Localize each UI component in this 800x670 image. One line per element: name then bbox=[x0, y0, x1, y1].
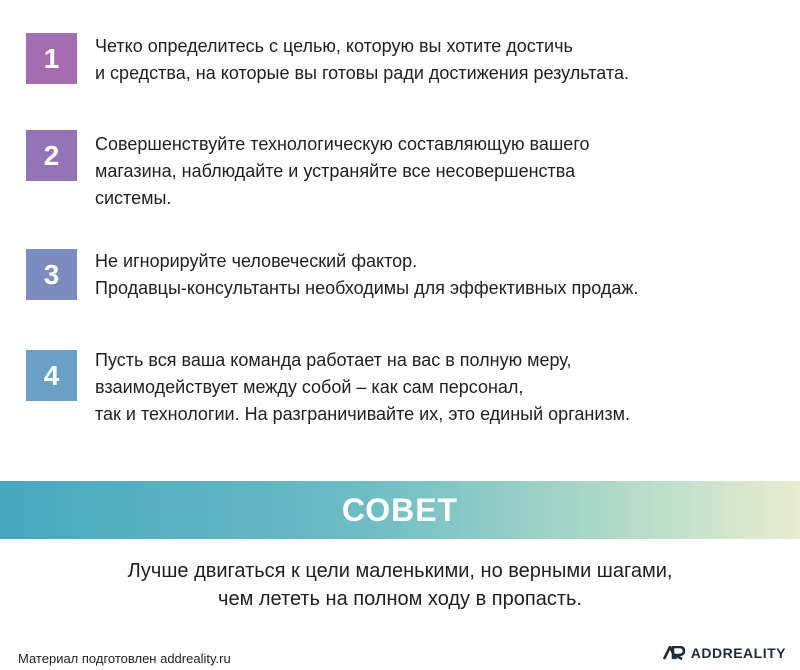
addreality-logo-icon bbox=[663, 646, 685, 660]
logo-text: ADDREALITY bbox=[690, 645, 786, 661]
step-text: Совершенствуйте технологическую составляющую вашего магазина, наблюдайте и устраняйте все несовершенства системы. bbox=[95, 134, 590, 208]
step-number-badge: 1 bbox=[26, 33, 77, 84]
advice-banner bbox=[0, 481, 800, 539]
step-text: Пусть вся ваша команда работает на вас в полную меру, взаимодействует между собой – как сам персонал, так и технологии. На разграничивайте их, это единый организм. bbox=[95, 350, 630, 424]
step-number-badge: 3 bbox=[26, 249, 77, 300]
step-text: Не игнорируйте человеческий фактор. Продавцы-консультанты необходимы для эффективных продаж. bbox=[95, 251, 639, 298]
banner-title: СОВЕТ bbox=[341, 491, 459, 528]
footer-credit: Материал подготовлен addreality.ru bbox=[18, 651, 231, 666]
step-item-1 bbox=[26, 33, 786, 93]
step-number-badge: 4 bbox=[26, 350, 77, 401]
step-item-2 bbox=[26, 130, 786, 208]
step-number-badge: 2 bbox=[26, 130, 77, 181]
step-item-4 bbox=[26, 350, 786, 424]
step-text: Четко определитесь с целью, которую вы хотите достичь и средства, на которые вы готовы ради достижения результата. bbox=[95, 36, 629, 83]
step-item-3 bbox=[26, 249, 786, 309]
advice-text: Лучше двигаться к цели маленькими, но верными шагами, чем лететь на полном ходу в пропасть. bbox=[127, 560, 673, 610]
brand-logo bbox=[663, 645, 786, 661]
